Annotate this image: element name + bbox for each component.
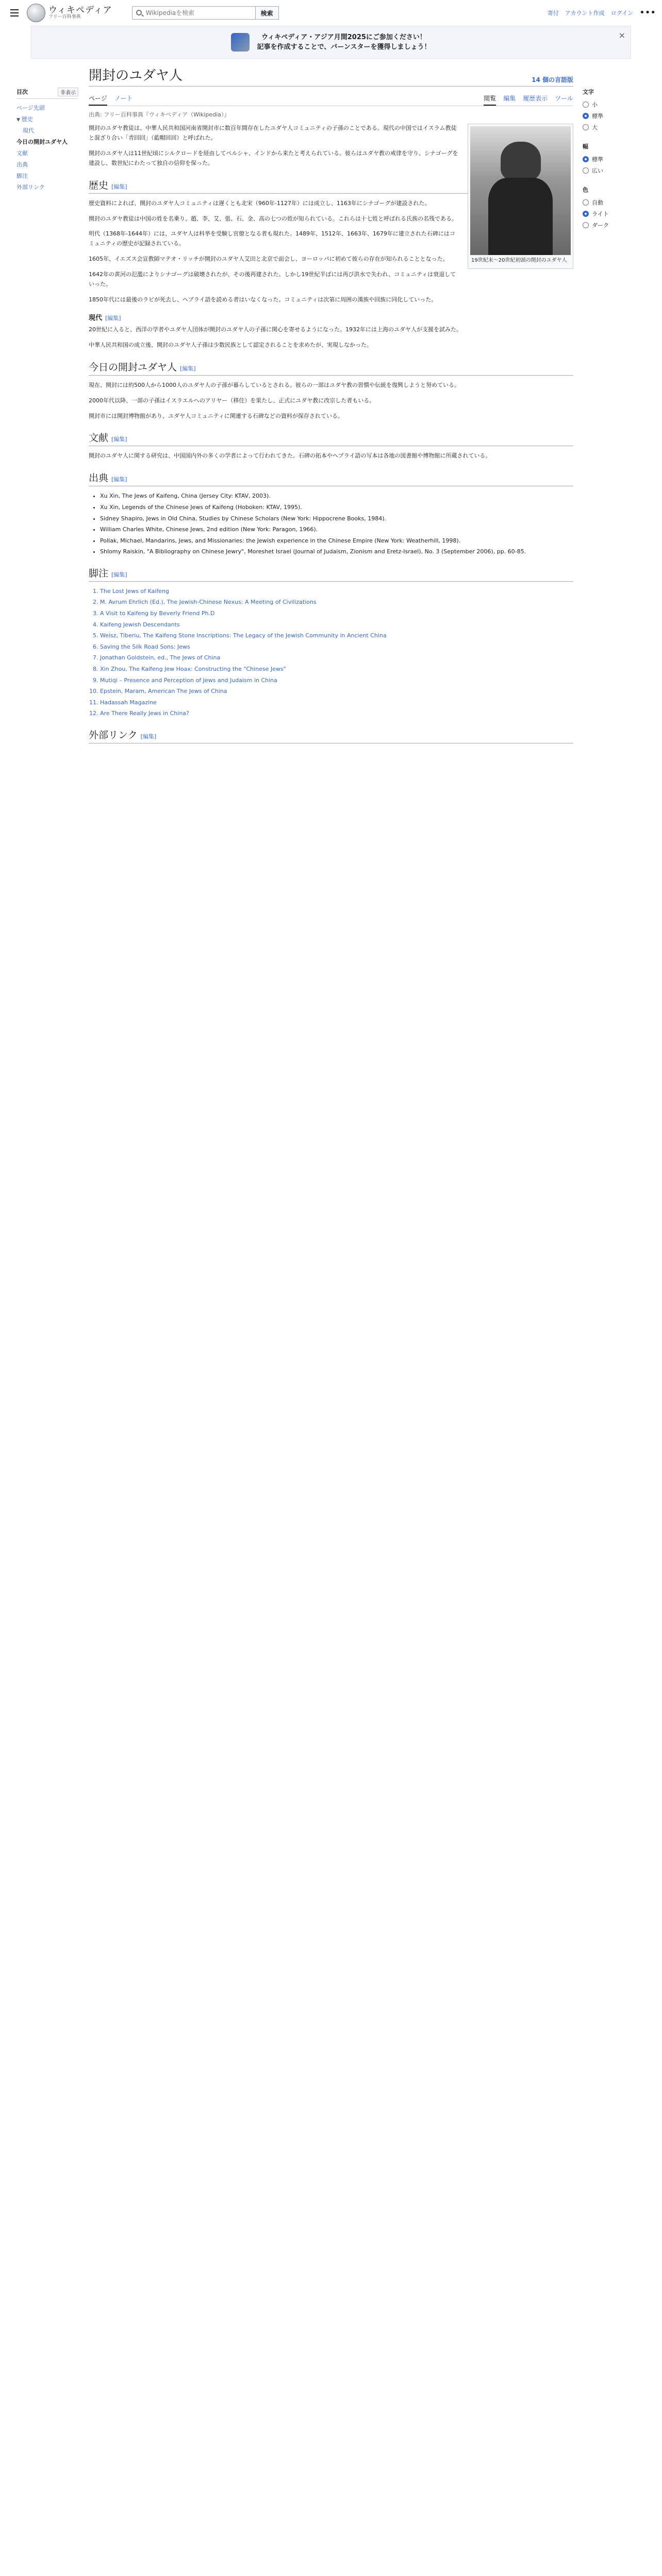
list-item[interactable]: 3. A Visit to Kaifeng by Beverly Friend Ph.D bbox=[100, 609, 573, 618]
text-size-title: 文字 bbox=[583, 89, 594, 95]
section-modern-heading: 現代 [編集] bbox=[89, 314, 121, 322]
section-today-heading: 今日の開封ユダヤ人 [編集] bbox=[89, 360, 573, 376]
toc-item-today[interactable]: 今日の開封ユダヤ人 bbox=[16, 139, 68, 145]
radio-selected-icon bbox=[583, 113, 589, 119]
modern-paragraph: 中華人民共和国の成立後、開封のユダヤ人子孫は少数民族として認定されることを求めたが、実現しなかった。 bbox=[89, 341, 372, 348]
list-item[interactable]: 2. M. Avrum Ehrlich (Ed.), The Jewish-Chinese Nexus: A Meeting of Civilizations bbox=[100, 598, 573, 607]
banner-line-2: 記事を作成することで、バーンスターを獲得しましょう！ bbox=[257, 43, 431, 51]
list-item: • Shlomy Raiskin, "A Bibliography on Chinese Jewry", Moreshet Israel (Journal of Judaism, Zionism and Eretz-Israel), No. 3 (September 2006), pp. 60-85. bbox=[100, 547, 573, 556]
sources-list bbox=[89, 492, 573, 556]
radio-selected-icon bbox=[583, 156, 589, 162]
tab-page[interactable]: ページ bbox=[89, 92, 107, 106]
wikipedia-globe-icon bbox=[27, 4, 45, 22]
toc-item-modern[interactable]: 現代 bbox=[23, 127, 34, 134]
history-paragraph: 明代（1368年-1644年）には、ユダヤ人は科挙を受験し官僚となる者も現れた。1489年、1512年、1663年、1679年に建立された石碑にはコミュニティの歴史が記録されている。 bbox=[89, 230, 455, 247]
toc-item-top[interactable]: ページ先頭 bbox=[16, 105, 45, 111]
campaign-icon bbox=[231, 33, 250, 52]
section-history-heading: 歴史 [編集] bbox=[89, 178, 573, 194]
history-paragraph: 1850年代には最後のラビが死去し、ヘブライ語を読める者はいなくなった。コミュニティは次第に周囲の漢族や回族に同化していった。 bbox=[89, 296, 437, 303]
text-size-small[interactable]: 小 bbox=[583, 99, 649, 110]
history-paragraph: 歴史資料によれば、開封のユダヤ人コミュニティは遅くとも北宋（960年-1127年）には成立し、1163年にシナゴーグが建設された。 bbox=[89, 199, 431, 207]
text-size-large[interactable]: 大 bbox=[583, 122, 649, 133]
radio-icon bbox=[583, 167, 589, 174]
toc-item-external-links[interactable]: 外部リンク bbox=[16, 184, 45, 191]
edit-section-link[interactable]: [編集] bbox=[180, 365, 196, 372]
site-logo[interactable] bbox=[27, 4, 112, 22]
list-item: • William Charles White, Chinese Jews, 2nd edition (New York: Paragon, 1966). bbox=[100, 525, 573, 534]
main-menu-icon[interactable] bbox=[6, 5, 23, 21]
color-group bbox=[583, 185, 649, 231]
edit-section-link[interactable]: [編集] bbox=[111, 436, 127, 443]
text-size-standard[interactable]: 標準 bbox=[583, 110, 649, 122]
edit-section-link[interactable]: [編集] bbox=[140, 733, 157, 740]
color-dark[interactable]: ダーク bbox=[583, 219, 649, 231]
section-external-links-heading: 外部リンク [編集] bbox=[89, 727, 573, 743]
list-item[interactable]: 12. Are There Really Jews in China? bbox=[100, 709, 573, 718]
intro-paragraph: 開封のユダヤ人は11世紀頃にシルクロードを経由してペルシャ、インドから来たと考えられている。彼らはユダヤ教の戒律を守り、シナゴーグを建設し、数世紀にわたって独自の信仰を保った。 bbox=[89, 149, 458, 166]
notes-list bbox=[89, 587, 573, 718]
list-item[interactable]: 5. Weisz, Tiberiu, The Kaifeng Stone Inscriptions: The Legacy of the Jewish Community in Ancient China bbox=[100, 631, 573, 640]
list-item: • Xu Xin, The Jews of Kaifeng, China (Jersey City: KTAV, 2003). bbox=[100, 492, 573, 501]
article-content bbox=[89, 62, 573, 759]
list-item[interactable]: 11. Hadassah Magazine bbox=[100, 698, 573, 707]
site-subtitle: フリー百科事典 bbox=[48, 14, 81, 20]
infobox bbox=[468, 124, 573, 269]
close-icon[interactable]: × bbox=[618, 30, 625, 40]
list-item[interactable]: 4. Kaifeng Jewish Descendants bbox=[100, 620, 573, 630]
tab-tools[interactable]: ツール bbox=[555, 95, 573, 102]
radio-icon bbox=[583, 101, 589, 108]
user-links bbox=[548, 8, 656, 18]
toc-item-history[interactable]: ▼ 歴史 bbox=[16, 116, 33, 123]
appearance-panel bbox=[583, 88, 649, 240]
edit-section-link[interactable]: [編集] bbox=[111, 476, 127, 483]
donate-link[interactable]: 寄付 bbox=[547, 10, 559, 16]
color-auto[interactable]: 自動 bbox=[583, 197, 649, 208]
language-button[interactable]: 14 個の言語版 bbox=[532, 76, 573, 83]
site-title: ウィキペディア bbox=[48, 5, 112, 15]
list-item: • Xu Xin, Legends of the Chinese Jews of Kaifeng (Hoboken: KTAV, 1995). bbox=[100, 503, 573, 512]
search-input[interactable] bbox=[132, 6, 256, 20]
list-item[interactable]: 8. Xin Zhou, The Kaifeng Jew Hoax: Constructing the "Chinese Jews" bbox=[100, 665, 573, 674]
history-paragraph: 1642年の黄河の氾濫によりシナゴーグは破壊されたが、その後再建された。しかし19世紀半ばには再び洪水で失われ、コミュニティは衰退していった。 bbox=[89, 271, 456, 288]
text-size-group bbox=[583, 88, 649, 133]
search-box bbox=[132, 6, 279, 20]
toc-item-literature[interactable]: 文献 bbox=[16, 150, 28, 157]
toc-item-notes[interactable]: 脚注 bbox=[16, 173, 28, 179]
photo-caption: 19世紀末〜20世紀初頭の開封のユダヤ人 bbox=[471, 258, 567, 263]
list-item[interactable]: 7. Jonathan Goldstein, ed., The Jews of China bbox=[100, 653, 573, 663]
login-link[interactable]: ログイン bbox=[610, 10, 634, 16]
today-paragraph: 現在、開封には約500人から1000人のユダヤ人の子孫が暮らしているとされる。彼らの一部はユダヤ教の習慣や伝統を復興しようと努めている。 bbox=[89, 381, 460, 388]
page-title: 開封のユダヤ人 bbox=[89, 68, 183, 83]
campaign-banner bbox=[31, 26, 631, 59]
section-literature-heading: 文献 [編集] bbox=[89, 430, 573, 446]
color-title: 色 bbox=[583, 187, 588, 193]
tab-edit[interactable]: 編集 bbox=[503, 95, 516, 102]
tab-read[interactable]: 閲覧 bbox=[484, 92, 496, 106]
radio-selected-icon bbox=[583, 211, 589, 217]
tab-history[interactable]: 履歴表示 bbox=[523, 95, 548, 102]
banner-line-1[interactable]: ウィキペディア・アジア月間2025にご参加ください！ bbox=[261, 33, 426, 41]
radio-icon bbox=[583, 199, 589, 206]
page-tabs bbox=[89, 92, 573, 106]
radio-icon bbox=[583, 124, 589, 130]
table-of-contents bbox=[16, 88, 78, 193]
edit-section-link[interactable]: [編集] bbox=[105, 314, 121, 321]
edit-section-link[interactable]: [編集] bbox=[111, 183, 127, 190]
list-item[interactable]: 10. Epstein, Maram, American The Jews of China bbox=[100, 687, 573, 696]
chevron-down-icon[interactable]: ▼ bbox=[16, 117, 20, 123]
literature-paragraph: 開封のユダヤ人に関する研究は、中国国内外の多くの学者によって行われてきた。石碑の拓本やヘブライ語の写本は各地の図書館や博物館に所蔵されている。 bbox=[89, 452, 491, 460]
toc-title: 目次 bbox=[16, 89, 28, 95]
today-paragraph: 2000年代以降、一部の子孫はイスラエルへのアリヤー（移住）を果たし、正式にユダヤ教に改宗した者もいる。 bbox=[89, 397, 375, 404]
list-item[interactable]: 9. Mutiqi – Presence and Perception of Jews and Judaism in China bbox=[100, 676, 573, 685]
width-title: 幅 bbox=[583, 143, 588, 150]
historical-photo[interactable] bbox=[470, 126, 571, 255]
search-icon bbox=[136, 10, 142, 15]
search-button[interactable]: 検索 bbox=[256, 6, 279, 20]
history-paragraph: 開封のユダヤ教徒は中国の姓を名乗り、趙、李、艾、張、石、金、高の七つの姓が知られている。これらは十七姓と呼ばれる氏族の名残である。 bbox=[89, 215, 457, 222]
from-line: 出典: フリー百科事典『ウィキペディア（Wikipedia）』 bbox=[89, 111, 230, 118]
radio-icon bbox=[583, 222, 589, 228]
more-options-icon[interactable]: ••• bbox=[639, 7, 656, 18]
width-standard[interactable]: 標準 bbox=[583, 154, 649, 165]
tab-talk[interactable]: ノート bbox=[114, 95, 133, 102]
section-sources-heading: 出典 [編集] bbox=[89, 470, 573, 486]
today-paragraph: 開封市には開封博物館があり、ユダヤ人コミュニティに関連する石碑などの資料が保存されている。 bbox=[89, 412, 343, 419]
intro-paragraph: 開封のユダヤ教徒は、中華人民共和国河南省開封市に数百年間存在したユダヤ人コミュニティの子孫のことである。現代の中国ではイスラム教徒と混ざり合い「青回回」（藍帽回回）と呼ばれた。 bbox=[89, 125, 457, 141]
color-light[interactable]: ライト bbox=[583, 208, 649, 219]
create-account-link[interactable]: アカウント作成 bbox=[565, 10, 605, 16]
list-item: • Sidney Shapiro, Jews in Old China, Studies by Chinese Scholars (New York: Hippocrene Books, 1984). bbox=[100, 514, 573, 523]
edit-section-link[interactable]: [編集] bbox=[111, 571, 127, 578]
history-paragraph: 1605年、イエズス会宣教師マテオ・リッチが開封のユダヤ人艾田と北京で面会し、ヨーロッパに初めて彼らの存在が知られることとなった。 bbox=[89, 256, 449, 263]
list-item[interactable]: 1. The Lost Jews of Kaifeng bbox=[100, 587, 573, 596]
toc-item-sources[interactable]: 出典 bbox=[16, 161, 28, 168]
list-item: • Pollak, Michael, Mandarins, Jews, and Missionaries: the Jewish experience in the Chinese Empire (New York: Weatherhill, 1998). bbox=[100, 536, 573, 546]
width-group bbox=[583, 142, 649, 176]
list-item[interactable]: 6. Saving the Silk Road Sons: Jews bbox=[100, 642, 573, 652]
section-notes-heading: 脚注 [編集] bbox=[89, 566, 573, 582]
width-wide[interactable]: 広い bbox=[583, 165, 649, 176]
toc-hide-button[interactable]: 非表示 bbox=[58, 88, 78, 96]
site-header bbox=[0, 0, 662, 26]
modern-paragraph: 20世紀に入ると、西洋の学者やユダヤ人団体が開封のユダヤ人の子孫に関心を寄せるようになった。1932年には上海のユダヤ人が支援を試みた。 bbox=[89, 326, 462, 333]
